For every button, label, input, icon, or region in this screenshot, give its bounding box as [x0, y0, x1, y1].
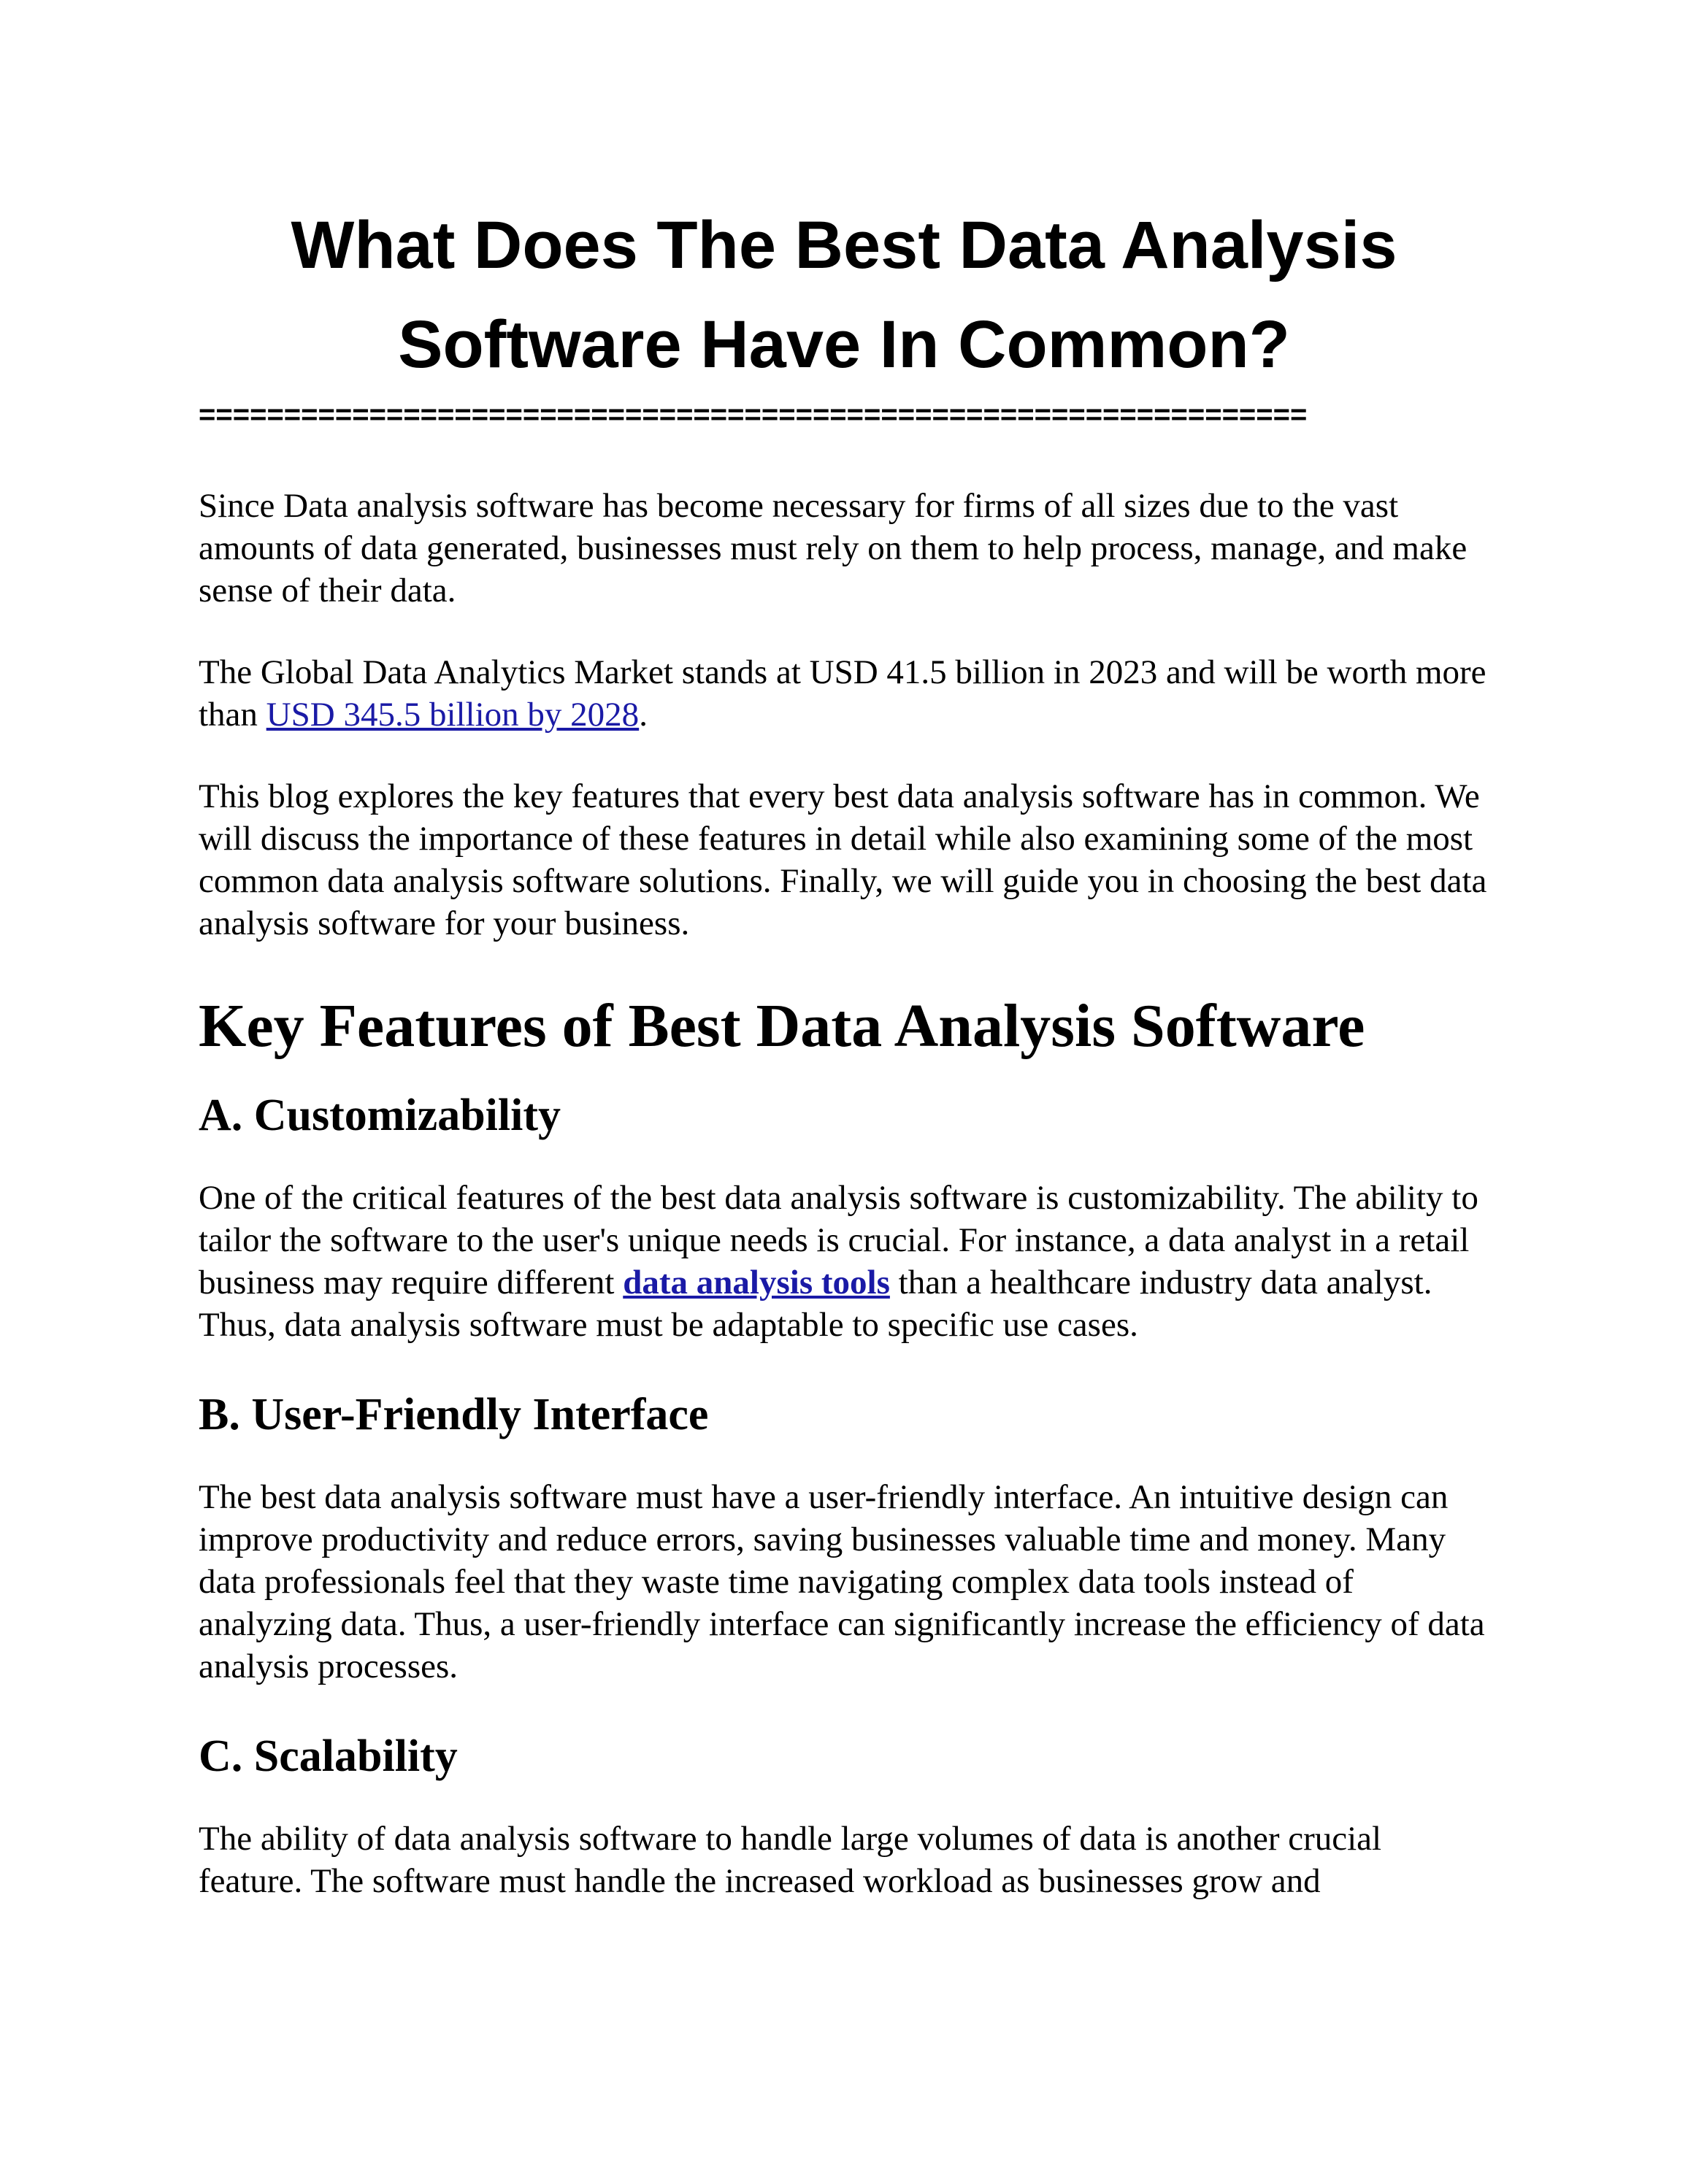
- intro-paragraph-2-end: .: [639, 696, 648, 734]
- market-size-link[interactable]: USD 345.5 billion by 2028: [266, 696, 640, 734]
- intro-paragraph-3: This blog explores the key features that every best data analysis software has in common. We will discuss the importance of these features in detail while also examining some of the most common data analysis software solutions. Finally, we will guide you in choosing the best data analysis software for your business.: [199, 777, 1487, 942]
- paragraph-scalability: The ability of data analysis software to handle large volumes of data is another crucial feature. The software must handle the increased workload as businesses grow and: [199, 1820, 1382, 1900]
- article-title: What Does The Best Data Analysis Software Have In Common?: [291, 208, 1397, 382]
- subheading-scalability: C. Scalability: [199, 1731, 458, 1781]
- intro-paragraph-2-text: The Global Data Analytics Market stands at USD 41.5 billion in 2023 and will be worth more than: [199, 653, 1486, 734]
- paragraph-customizability-text: One of the critical features of the best data analysis software is customizability. The ability to tailor the software to the user's unique needs is crucial. For instance, a data analyst in a retail business may require different: [199, 1179, 1478, 1301]
- intro-paragraph-2: [199, 651, 1489, 736]
- section-heading: Key Features of Best Data Analysis Software: [199, 992, 1365, 1060]
- title-underline-rule: =================================================================: [199, 399, 1308, 431]
- intro-paragraph-1: Since Data analysis software has become necessary for firms of all sizes due to the vast amounts of data generated, businesses must rely on them to help process, manage, and make sense of their data.: [199, 487, 1468, 610]
- data-analysis-tools-link[interactable]: data analysis tools: [623, 1264, 890, 1301]
- subheading-customizability: A. Customizability: [199, 1091, 561, 1140]
- paragraph-customizability: [199, 1177, 1489, 1346]
- document-page: [199, 196, 1489, 1902]
- subheading-user-friendly-interface: B. User-Friendly Interface: [199, 1390, 709, 1439]
- paragraph-customizability-end: than a healthcare industry data analyst. Thus, data analysis software must be adaptable to specific use cases.: [199, 1264, 1432, 1344]
- paragraph-user-friendly-interface: The best data analysis software must have a user-friendly interface. An intuitive design can improve productivity and reduce errors, saving businesses valuable time and money. Many data professionals feel that they waste time navigating complex data tools instead of analyzing data. Thus, a user-friendly interface can significantly increase the efficiency of data analysis processes.: [199, 1478, 1485, 1685]
